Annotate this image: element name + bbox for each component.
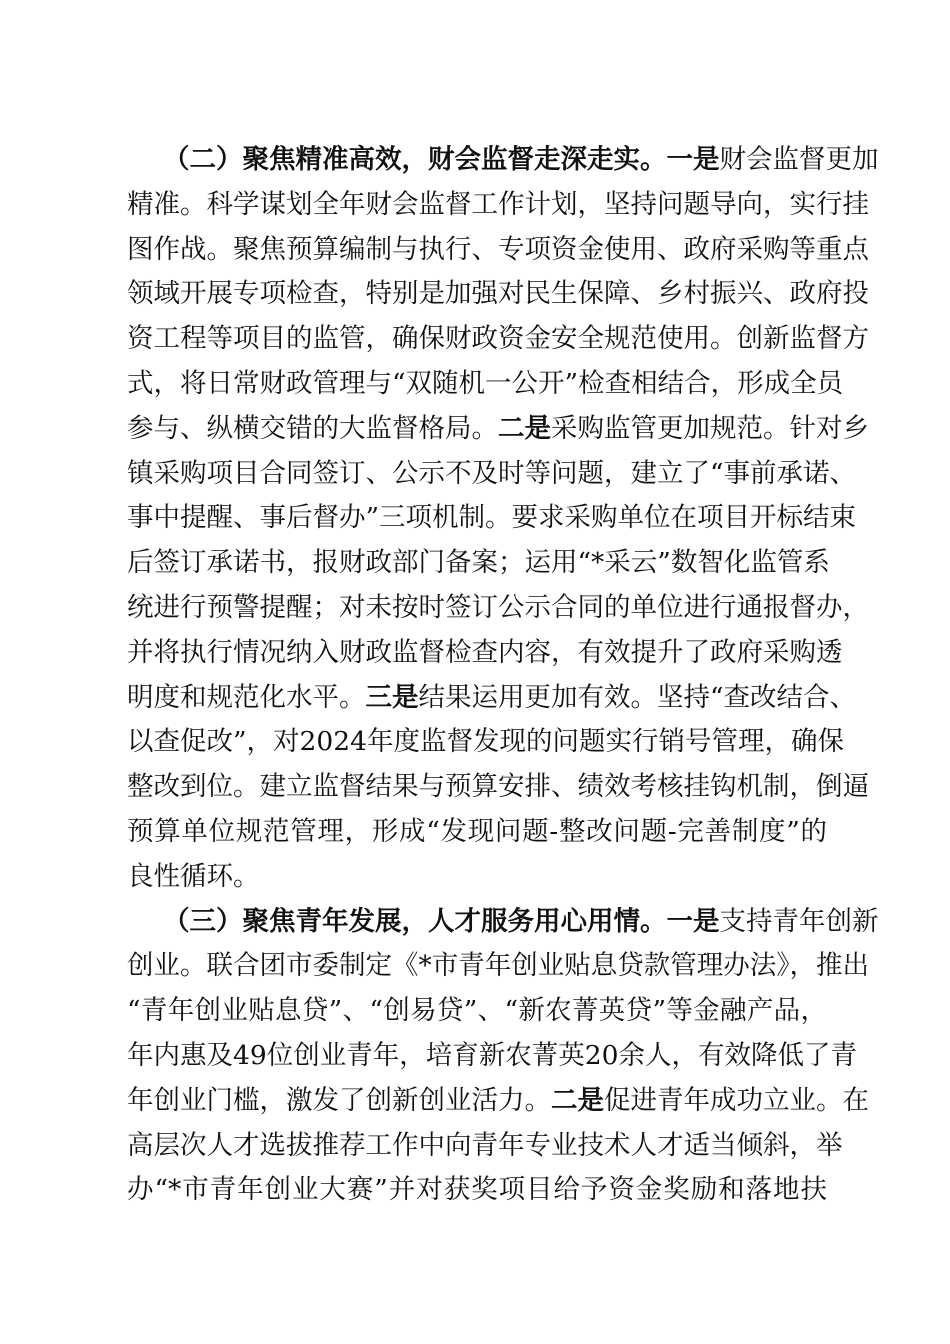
- body-text: 精准。科学谋划全年财会监督工作计划，坚持问题导向，实行挂: [127, 188, 869, 220]
- body-text: 式，将日常财政管理与“双随机一公开”检查相结合，形成全员: [127, 367, 844, 399]
- body-text: 采购监管更加规范。针对乡: [551, 412, 869, 444]
- text-line: [127, 989, 827, 1034]
- body-text: 统进行预警提醒；对未按时签订公示合同的单位进行通报督办，: [127, 591, 869, 623]
- text-line: [127, 452, 857, 497]
- text-line: [127, 1034, 857, 1079]
- bold-text: 三是: [365, 681, 419, 713]
- body-text: 预算单位规范管理，形成“发现问题-整改问题-完善制度”的: [127, 815, 827, 847]
- body-text: 支持青年创新: [719, 905, 879, 937]
- text-line: [127, 317, 869, 362]
- text-line: [127, 1079, 869, 1124]
- body-text: 年创业门槛，激发了创新创业活力。: [127, 1084, 551, 1116]
- body-text: 财会监督更加: [719, 144, 879, 175]
- body-text: 领域开展专项检查，特别是加强对民生保障、乡村振兴、政府投: [127, 278, 869, 310]
- text-line: [127, 631, 843, 676]
- document-page: [127, 138, 879, 1213]
- bold-text: 二是: [498, 412, 551, 444]
- body-text: 创业。联合团市委制定《*市青年创业贴息贷款管理办法》，推出: [127, 950, 869, 982]
- body-text: 整改到位。建立监督结果与预算安排、绩效考核挂钩机制，倒逼: [127, 771, 869, 803]
- text-line: [127, 855, 827, 900]
- body-text: 镇采购项目合同签订、公示不及时等问题，建立了“事前承诺、: [127, 457, 857, 489]
- body-text: 并将执行情况纳入财政监督检查内容，有效提升了政府采购透: [127, 636, 843, 668]
- body-text: 资工程等项目的监管，确保财政资金安全规范使用。创新监督方: [127, 323, 869, 355]
- body-text: 促进青年成功立业。在: [604, 1084, 869, 1116]
- text-line: [127, 1124, 843, 1169]
- body-text: 年内惠及49位创业青年，培育新农菁英20余人，有效降低了青: [127, 1039, 857, 1071]
- text-line: [127, 676, 857, 721]
- text-line: [127, 765, 869, 810]
- text-line: [127, 228, 869, 273]
- text-line: [127, 138, 879, 183]
- bold-text: （二）聚焦精准高效，财会监督走深走实。一是: [163, 144, 720, 175]
- paragraph: [127, 138, 879, 900]
- paragraph: [127, 900, 879, 1214]
- body-text: 结果运用更加有效。坚持“查改结合、: [418, 681, 857, 713]
- text-line: [127, 496, 857, 541]
- text-line: [127, 541, 830, 586]
- text-line: [127, 900, 879, 945]
- body-text: 办“*市青年创业大赛”并对获奖项目给予资金奖励和落地扶: [127, 1174, 827, 1206]
- body-text: 良性循环。: [127, 860, 260, 892]
- text-line: [127, 944, 869, 989]
- bold-text: （三）聚焦青年发展，人才服务用心用情。一是: [163, 905, 720, 937]
- text-line: [127, 586, 869, 631]
- body-text: 图作战。聚焦预算编制与执行、专项资金使用、政府采购等重点: [127, 233, 869, 265]
- body-text: “青年创业贴息贷”、“创易贷”、“新农菁英贷”等金融产品，: [127, 995, 827, 1027]
- body-text: 事中提醒、事后督办”三项机制。要求采购单位在项目开标结束: [127, 502, 857, 534]
- text-line: [127, 272, 869, 317]
- body-text: 以查促改”，对2024年度监督发现的问题实行销号管理，确保: [127, 726, 844, 758]
- body-text: 后签订承诺书，报财政部门备案；运用“*采云”数智化监管系: [127, 547, 830, 579]
- text-line: [127, 1168, 827, 1213]
- body-text: 参与、纵横交错的大监督格局。: [127, 412, 498, 444]
- body-text: 明度和规范化水平。: [127, 681, 366, 713]
- text-line: [127, 810, 827, 855]
- text-line: [127, 362, 844, 407]
- text-line: [127, 407, 869, 452]
- text-line: [127, 183, 869, 228]
- text-line: [127, 720, 844, 765]
- body-text: 高层次人才选拔推荐工作中向青年专业技术人才适当倾斜，举: [127, 1129, 843, 1161]
- bold-text: 二是: [551, 1084, 604, 1116]
